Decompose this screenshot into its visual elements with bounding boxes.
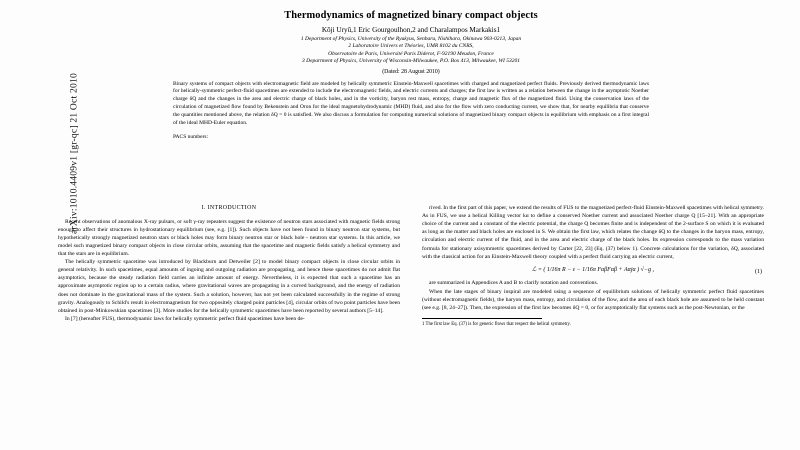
affiliation-1: 1 Department of Physics, University of the Ryukyus, Senbaru, Nishihara, Okinawa 903-0213, Japan [300,36,522,42]
two-column-body [58,204,764,329]
submission-date: (Dated: 28 August 2010) [382,68,440,75]
paper-body [58,6,764,446]
equation-number: (1) [755,268,762,275]
paragraph: In [7] (hereafter FUS), thermodynamic laws for helically symmetric perfect fluid spacetimes have been de- [65,315,305,322]
arxiv-identifier-stamp: arXiv:1010.4409v1 [gr-qc] 21 Oct 2010 [68,73,80,234]
paragraph: The helically symmetric spacetime was introduced by Blackburn and Detweiler [2] to model binary compact objects in close circular orbits in general relativity. In such spacetimes, equal amounts of ingoing and outgoing radiation are propagating, and hence these spacetimes do not admit flat asymptotics, because the steady radiation field carries an infinite amount of energy. Nevertheless, it is expected that such a spacetime has an approximate asymptotic region up to a certain radius, where gravitational waves are propagating in a curved background, and the energy of radiation does not dominate in the gravitational mass of the system. Such a solution, however, has not yet been calculated successfully in the regime of strong gravity. Analogously to Schild's result in electromagnetism for two oppositely charged point particles [4], circular orbits of two point particles have been obtained in post-Minkowskian spacetimes [3]. More studies for the helically symmetric spacetimes have been reported by several authors [5–14]. [58,259,400,314]
affiliation-3: 3 Department of Physics, University of Wisconsin-Milwaukee, P.O. Box 413, Milwaukee, WI 53201 [301,58,521,65]
column-right [422,204,764,329]
paragraph: are summarized in Appendices A and B to clarify notation and conventions. [429,280,599,287]
pacs-numbers: PACS numbers: [173,134,209,141]
author-list: Kōji Uryū,1 Eric Gourgoulhon,2 and Charalampos Markakis1 [321,26,501,34]
column-left [58,204,400,329]
display-equation [422,266,764,275]
paragraph: Recent observations of anomalous X-ray pulsars, or soft γ-ray repeaters suggest the existence of neutron stars associated with magnetic fields strong enough to affect their structures in hydrostationary equilibrium (see, e.g. [1]). Such objects have not been found in binary neutron star systems, but hypothetically strongly magnetized neutron stars or black holes may form binary neutron star or black hole - neutron star systems. In this article, we model such magnetized binary compact objects in close circular orbits, assuming that the spacetime and magnetic fields satisfy a helical symmetry and that the stars are in equilibrium. [58,218,400,257]
equation-body: ℒ = ( 1/16π R − ε − 1/16π FαβFαβ + Aαjα ) √−g , [532,266,654,273]
affiliation-2b: Observatoire de Paris, Université Paris Diderot, F-92190 Meudon, France [328,50,494,57]
footnote-text: 1 The first law Eq. (37) is for generic flows that respect the helical symmetry. [422,321,571,327]
abstract-text: Binary systems of compact objects with electromagnetic field are modeled by helically symmetric Einstein-Maxwell spacetimes with charged and magnetized perfect fluids. Previously derived thermodynamic laws for helically-symmetric perfect-fluid spacetimes are extended to include the electromagnetic fields, and electric currents and charges; the first law is written as a relation between the change in the asymptotic Noether charge δQ and the changes in the area and electric charge of black holes, and in the vorticity, baryon rest mass, entropy, charge and magnetic flux of the magnetized fluid. Using the conservation laws of the circulation of magnetized flow found by Bekenstein and Oron for the ideal magnetohydrodynamic (MHD) fluid, and also for the flow with zero conducting current, we show that, for nearby equilibria that conserve the quantities mentioned above, the relation δQ = 0 is satisfied. We also discuss a formulation for computing numerical solutions of magnetized binary compact objects in equilibrium with emphasis on a first integral of the ideal MHD-Euler equation. [173,80,649,126]
section-heading-introduction: I. INTRODUCTION [201,205,257,211]
paragraph: When the late stages of binary inspiral are modeled using a sequence of equilibrium solutions of helically symmetric perfect fluid spacetimes (without electromagnetic fields), the baryon mass, entropy, and circulation of the flow, and the area of each black hole are assumed to be held constant (see e.g. [8, 24–27]). Then, the expression of the first law becomes δQ = 0, or for asymptotically flat systems such as the post-Newtonian, or the [422,288,764,311]
affiliation-2: 2 Laboratoire Univers et Théories, UMR 8102 du CNRS, [348,43,474,50]
page-title: Thermodynamics of magnetized binary compact objects [284,10,538,21]
paragraph: rived. In the first part of this paper, we extend the results of FUS to the magnetized perfect-fluid Einstein-Maxwell spacetimes with helical symmetry. As in FUS, we use a helical Killing vector kα to define a conserved Noether current and associated Noether charge Q [15–21]. With an appropriate choice of the current and a constant of the electric potential, the charge Q becomes finite and is independent of the 2-surface S on which it is evaluated as long as the matter and black holes are enclosed in S. We obtain the first law, which relates the change δQ to the changes in the baryon mass, entropy, circulation and electric current of the fluid, and in the area and electric charge of the black holes. Its expression corresponds to the mass variation formula for stationary axisymmetric spacetimes derived by Carter [22, 23] (Eq. (37) below 1). Concrete calculations for the variation, δQ, associated with the classical action for an Einstein-Maxwell theory coupled with a perfect fluid carrying an electric current, [422,205,764,260]
footnote-divider [422,318,542,319]
